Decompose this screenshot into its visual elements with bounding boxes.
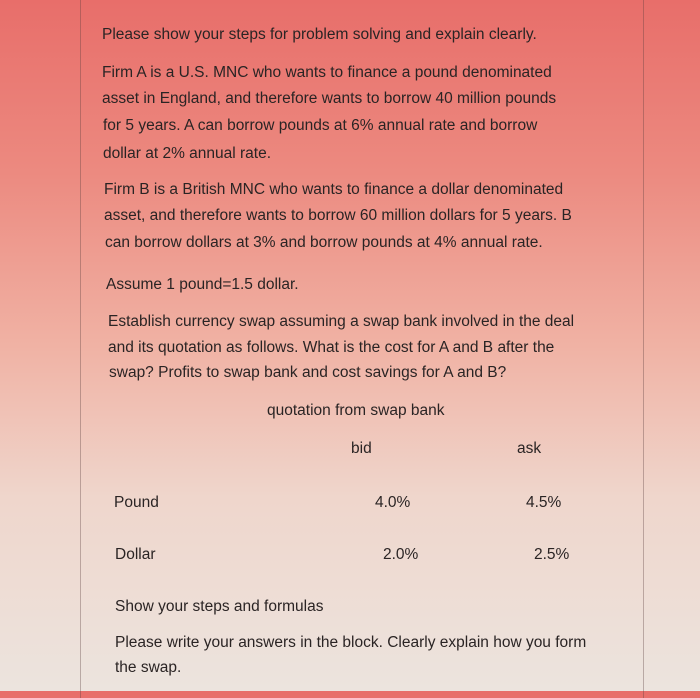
header-ask: ask — [517, 440, 542, 457]
header-bid: bid — [351, 440, 372, 457]
answer-note-line: Please write your answers in the block. Clearly explain how you form — [115, 634, 587, 651]
firm-b-line: Firm B is a British MNC who wants to finance a dollar denominated — [104, 181, 564, 198]
firm-a-line: Firm A is a U.S. MNC who wants to finance a pound denominated — [102, 64, 552, 81]
firm-a-line: dollar at 2% annual rate. — [103, 145, 272, 162]
answer-note-line: the swap. — [115, 659, 182, 676]
row-currency: Pound — [114, 494, 159, 511]
firm-a-line: for 5 years. A can borrow pounds at 6% annual rate and borrow — [103, 117, 538, 134]
row-ask: 4.5% — [526, 494, 562, 511]
row-currency: Dollar — [115, 546, 156, 563]
row-bid: 2.0% — [383, 546, 419, 563]
question-line: swap? Profits to swap bank and cost savings for A and B? — [109, 364, 507, 381]
firm-b-line: asset, and therefore wants to borrow 60 million dollars for 5 years. B — [104, 207, 572, 224]
firm-b-line: can borrow dollars at 3% and borrow pounds at 4% annual rate. — [105, 234, 543, 251]
row-ask: 2.5% — [534, 546, 570, 563]
question-line: Establish currency swap assuming a swap bank involved in the deal — [108, 313, 575, 330]
table-title: quotation from swap bank — [267, 402, 445, 419]
assumption-text: Assume 1 pound=1.5 dollar. — [106, 276, 299, 293]
steps-note: Show your steps and formulas — [115, 598, 324, 615]
intro-text: Please show your steps for problem solving and explain clearly. — [102, 26, 537, 43]
firm-a-line: asset in England, and therefore wants to borrow 40 million pounds — [102, 90, 557, 107]
question-line: and its quotation as follows. What is the cost for A and B after the — [108, 339, 555, 356]
row-bid: 4.0% — [375, 494, 411, 511]
